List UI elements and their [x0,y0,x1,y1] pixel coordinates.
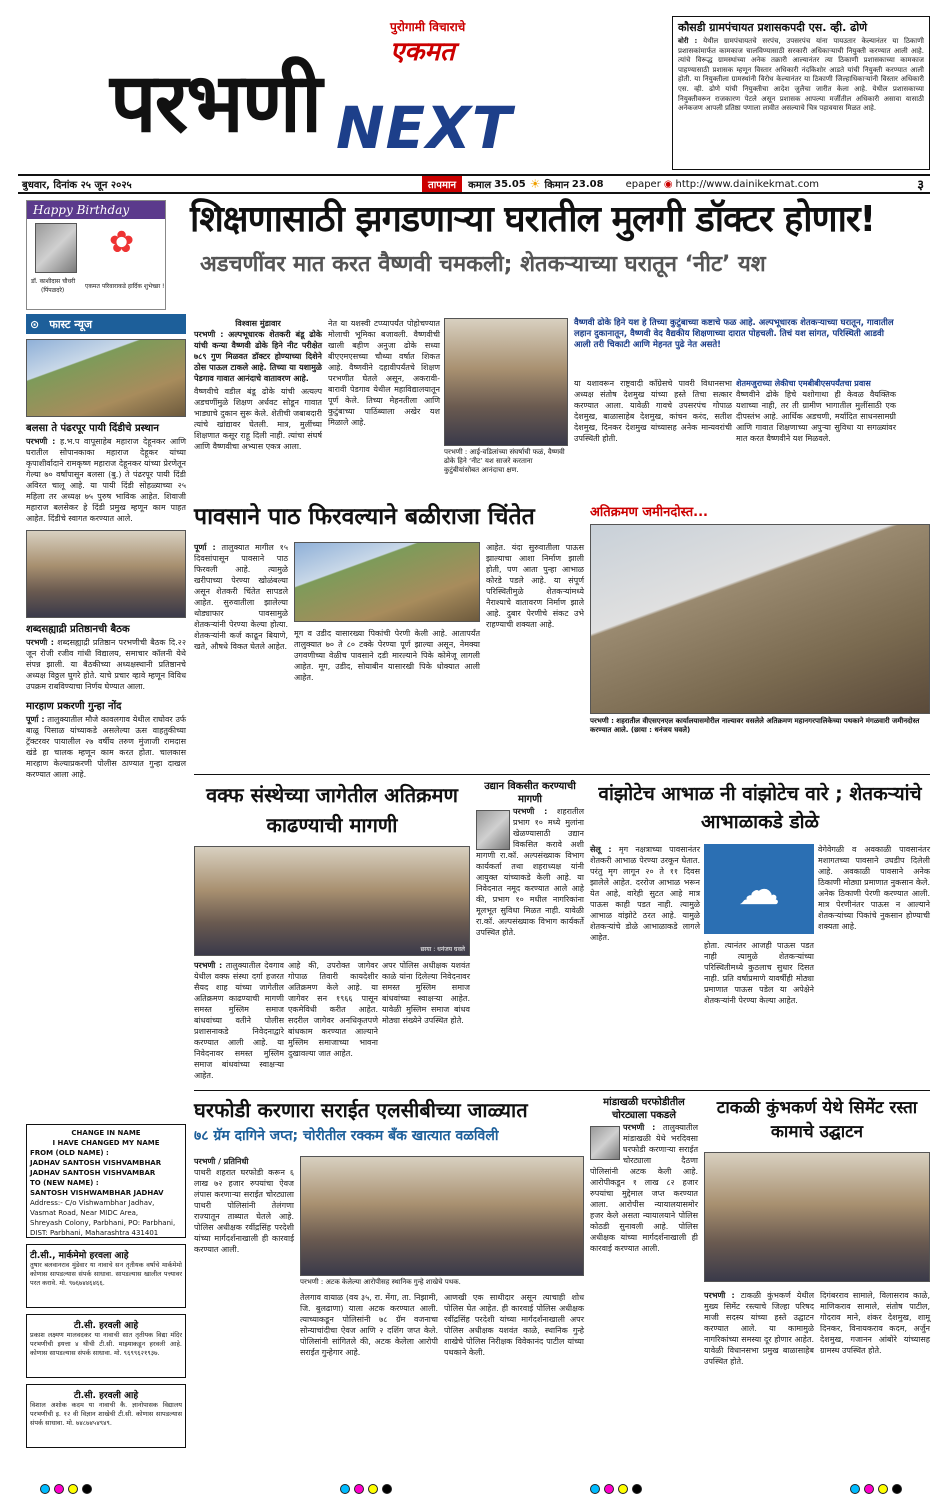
weather-col2: होता. त्यानंतर आजही पाऊस पडत नाही त्यामुळे शेतकऱ्यांच्या परिस्थितीमध्ये कुठलाच सुधार दिसत नाही. प्रति वर्षाप्रमाणे यावर्षीही मोठ्या प्रमाणात पाऊस पडेल या अपेक्षेने शेतकऱ्यांनी पेरण्या केल्या आहेत. [704,941,814,1005]
masthead-tagline: पुरोगामी विचाराचे [390,20,466,34]
burglar-subhead: ७८ ग्रॅम दागिने जप्त; चोरीतील रक्कम बँक खात्यात वळविली [194,1128,499,1144]
garden-photo [476,810,510,850]
dateline-bar [18,174,930,194]
monsoon-story [194,502,584,772]
cement-story [704,1096,930,1476]
top-story-headline: कौसडी ग्रामपंचायत प्रशासकपदी एस. व्ही. ढोणे [678,21,868,34]
page-number: ३ [917,178,924,193]
weather-dateline: सेलू : [590,845,612,854]
notice-line: Address:- C/o Vishwambhar Jadhav, [30,1199,155,1207]
epaper-label: epaper [625,178,661,190]
lead-headline: शिक्षणासाठी झगडणाऱ्या घरातील मुलगी डॉक्टर होणार! [190,199,876,240]
mandakhali-headline: मांडाखळी घरफोडीतील चोरट्याला पकडले [603,1097,685,1121]
waqf-story [194,780,470,1085]
birthday-name: डॉ. काशीदास चौधरी [31,278,76,285]
notice-line: Shreyash Colony, Parbhani, PO: Parbhani, [30,1219,176,1227]
fast-news-photo-2 [26,530,186,618]
lead-col2: नेत या यशस्वी टप्प्यापर्यंत पोहोचण्यात मोलाची भूमिका बजावली. वैष्णवीची खाली बहीण अनुजा ढोके सध्या बीएएमएसच्या चौथ्या वर्षात शिकत आहे. वैष्णवीने दहावीपर्यंतचे शिक्षण परभणीत घेतले असून, अकरावी-बारावी पेडगाव येथील महाविद्यालयातून पूर्ण केले. तिच्या मेहनतीला आणि कुटुंबाच्या पाठिंब्याला अखेर यश मिळाले आहे. [328,319,440,427]
fast-news-dateline: पूर्णा : [26,715,45,724]
notice-line: DIST: Parbhani, Maharashtra 431401 [30,1229,159,1237]
registration-marks [340,1484,392,1494]
masthead-city: परभणी [110,56,321,151]
fast-news-text: शब्दसह्याद्री प्रतिष्ठान परभणीची बैठक दि.२२ जून रोजी रजीव गांधी विद्यालय, समाचार कॉलनी येथे संपन्न झाली. या बैठकीच्या अध्यक्षस्थानी प्रतिष्ठानचे अध्यक्ष विठ्ठल घुगरे होते. याचे प्रचार व्हावे म्हणून विविध उपक्रम राबविण्याचा निर्णय घेण्यात आला. [26,638,186,691]
waqf-dateline: परभणी : [194,961,223,970]
edition-date: बुधवार, दिनांक २५ जून २०२५ [22,180,132,191]
birthday-wish: एकमत परिवाराकडे हार्दिक शुभेच्छा ! [85,283,165,290]
cement-col2: दिगंबरराव सामाले, विलासराव काळे, माणिकराव सामाले, संतोष पाटील, गोदराव माने, शंकर देशमुख, शामू दिनकर, विनायकराव कदम, अर्जुन देशमुख, गजानन आंबोरे यांच्यासह ग्रामस्थ उपस्थित होते. [820,1291,930,1355]
fast-news-text: तालुक्यातील मौजे कावलगाव येथील राघोवर उर्फ बाळू पिसाळ यांच्याकडे असलेल्या ऊस वाहतुकीच्या ट्रॅक्टरवर पायालील २७ वर्षीय तरुण मुंजाजी रामदास खंडे हा चालक म्हणून काम करत होता. चालकास मारहाण केल्याप्रकरणी पोलीस ठाण्यात गुन्हा दाखल करण्यात आला आहे. [26,715,187,779]
waqf-col1: तालुक्यातील देवगाव येथील वक्फ संस्था दर्गा हजरत सैयद शाह यांच्या जागेतील अतिक्रमण काढण्याची मागणी समस्त मुस्लिम समाज बांधवांच्या वतीने पोलीस प्रशासनाकडे निवेदनाद्वारे करण्यात आली आहे. या निवेदनावर समस्त मुस्लिम समाज बांधवांच्या स्वाक्षऱ्या आहेत. [194,961,285,1080]
lead-photo-caption: परभणी : आई-वडिलांच्या संघर्षाची फळं, वैष्णवी ढोके हिने ‘नीट’ यश साजरे करताना कुटुंबीयांसोबत आनंदाचा क्षण. [444,448,565,474]
lead-story [194,318,930,490]
name-change-notice [26,1124,186,1238]
fast-news-dateline: परभणी : [26,437,56,446]
burglar-photo-caption: परभणी : अटक केलेल्या आरोपीसह स्थानिक गुन्हे शाखेचे पथक. [300,1278,461,1286]
fast-news-icon: ⊙ [30,317,40,331]
notice-text: प्रकाश लक्ष्मण मालवदकर या नावाची सात तृतीयक विद्या मंदिर परभणीची इयत्ता ४ थीची टी.सी. माझ्याकडून हरवली आहे. कोणास सापडल्यास संपर्क साधावा. मो. ९६९९६२१९३७. [30,1331,182,1357]
min-label: किमान [544,180,569,191]
birthday-box [26,200,166,310]
lost-notice [26,1314,186,1378]
cement-photo [704,1152,930,1282]
encroachment-caption: परभणी : शहरातील वीएसएनएल कार्यालयासमोरील नाल्यावर वसलेले अतिक्रमण महानगरपालिकेच्या पथकाने मंगळवारी जमीनदोस्त करण्यात आले. (छाया : धनंजय घवले) [590,717,920,734]
encroachment-story [590,502,930,767]
burglar-col1: पाथरी शहरात घरफोडी करून ६ लाख ७२ हजार रुपयांचा ऐवज लंपास करणाऱ्या सराईत चोरट्याला पाथरी पोलिसांनी तेलंगणा राज्यातून ताब्यात घेतले आहे. पोलिस अधीक्षक रवींद्रसिंह परदेशी यांच्या मार्गदर्शनाखाली ही कारवाई करण्यात आली. [194,1168,294,1254]
encroachment-photo [590,524,930,714]
notice-title: टी.सी. हरवली आहे [73,1391,139,1401]
lost-notice [26,1384,186,1448]
notice-text: विशाल अशोक कदम या नावाची कै. ज्ञानोपासक विद्यालय परभणीची इ. १२ वी विज्ञान शाखेची टी.सी. कोणास सापडल्यास संपर्क साधावा. मो. ७४८७४५४९४९. [30,1401,182,1427]
burglar-dateline: परभणी / प्रतिनिधी [194,1157,249,1166]
burglar-story [194,1096,584,1476]
fast-news-headline: शब्दसह्याद्री प्रतिष्ठानची बैठक [26,624,130,635]
encroachment-label: अतिक्रमण जमीनदोस्त... [590,505,708,520]
registration-marks [850,1484,902,1494]
burglar-headline: घरफोडी करणारा सराईत एलसीबीच्या जाळ्यात [194,1098,528,1122]
top-story-text: येथील ग्रामपंचायतचे सरपंच, उपसरपंच यांना पायउतार केल्यानंतर या ठिकाणी प्रशासकांमार्फत कामकाज चालविण्यासाठी सरकारी अधिकाऱ्याची नियुक्ती करण्यात आली आहे. त्यांचे विरूद्ध ग्रामस्थांच्या अनेक तक्रारी आल्यानंतर त्या ठिकाणी प्रशासकाच्या कामकाज पाहण्यासाठी प्रशासक म्हणून विस्तार अधिकारी नंदकिशोर आडते यांची नियुक्ती करण्यात आली होती. या नियुक्तीला ग्रामस्थांनी विरोध केल्यानंतर या ठिकाणी जिल्हाधिकाऱ्यांनी विस्तार अधिकारी एस. व्ही. ढोणे यांची नियुक्तीचा आदेश जुलैचा जारीत केला आहे. येथील प्रशासकाच्या नियुक्तीवरून राजकारण पेटले असून प्रशासक आपल्या मर्जीतील अधिकारी असावा यासाठी अनेकजण आपली प्रतिष्ठा पणाला लावीत असल्याचे चित्र पहावयास मिळत आहे. [678,37,924,113]
notice-title: CHANGE IN NAME [71,1129,141,1137]
waqf-photo-credit: छाया : धनंजय घवले [420,946,465,953]
cement-headline: टाकळी कुंभकर्ण येथे सिमेंट रस्ता कामाचे उद्घाटन [716,1098,918,1142]
epaper-icon: ◉ [663,178,673,190]
flower-icon: ✿ [109,225,135,260]
monsoon-col2: मूग व उडीद यासारख्या पिकांची पेरणी केली आहे. आतापर्यंत तालुक्यात ७० ते ८० टक्के पेरण्या पूर्ण झाल्या असून, नेमक्या उगवणीच्या वेळीच पावसाने दडी मारल्याने पिके कोमेजू लागली आहेत. मूग, उडीद, सोयाबीन यासारखी पिके धोक्यात आली आहेत. [294,629,480,682]
monsoon-dateline: पूर्णा : [194,543,216,552]
fast-news-title: फास्ट न्यूज [49,317,92,331]
lead-col4-head: शेतमजुराच्या लेकीचा एमबीबीएसपर्यंतचा प्रवास [736,379,871,388]
mandakhali-dateline: परभणी : [623,1123,656,1132]
lead-col4: वैष्णवीने ढोके हिचे यशोगाथा ही केवळ वैयक्तिक यशाच्या नाही, तर ती ग्रामीण भागातील मुलींसाठी एक दीपस्तंभ आहे. आर्थिक अडचणी, मर्यादित साधनसामग्री आणि गावात शिक्षणाच्या अपुऱ्या सुविधा या सगळ्यांवर मात करत वैष्णवीने यश मिळवले. [736,390,896,443]
weather-label: तापमान [422,176,462,192]
fast-news-headline: मारहाण प्रकरणी गुन्हा नोंद [26,701,122,712]
notice-title: टी.सी., मार्कमेमो हरवला आहे [30,1251,129,1261]
masthead-brand: एकमत [390,37,455,67]
notices-column [26,1124,186,1474]
lost-notice [26,1244,186,1308]
lead-bold-intro: अल्पभूधारक शेतकरी बंडू ढोके यांची कन्या वैष्णवी ढोके हिने नीट परीक्षेत ७८९ गुण मिळवत डॉक्टर होण्याच्या दिशेने ठोस पाऊल टाकले आहे. तिच्या या यशामुळे पेडगाव गावात आनंदाचे वातावरण आहे. [194,330,323,383]
burglar-col3: आणखी एक साथीदार असून त्याचाही शोध पोलिस घेत आहेत. ही कारवाई पोलिस अधीक्षक रवींद्रसिंह परदेशी यांच्या मार्गदर्शनाखाली अपर पोलिस अधीक्षक यशवंत काळे, स्थानिक गुन्हे शाखेचे पोलिस निरीक्षक विवेकानंद पाटील यांच्या पथकाने केली. [444,1293,584,1357]
notice-title: टी.सी. हरवली आहे [73,1321,139,1331]
fast-news-text: ह.भ.प वापूसाहेब महाराज देहूनकर आणि घरातील सोपानकाका महाराज देहूकर यांच्या कृपाशीर्वादाने रामकृष्ण महाराज देहूनकर यांच्या प्रेरणेतून गेल्या ७० वर्षांपासून बलसा (बु.) ते पंढरपूर पायी दिंडी अविरत चालू आहे. या पायी दिंडी सोहळ्याच्या २५ महिला तर अध्यक्ष ७५ पुरुष भाविक आहेत. शिवाजी महाराज बलसेकर हे दिंडी प्रमुख म्हणून काम पाहत आहेत. दिंडीचे स्वागत करण्यात आले. [26,437,186,523]
section-divider [194,1090,930,1091]
fast-news-header [26,314,186,334]
min-temp: 23.08 [571,178,604,190]
fast-news-column [26,314,186,1119]
monsoon-col1: तालुक्यात मागील १५ दिवसांपासून पावसाने पाठ फिरवली आहे. त्यामुळे खरीपाच्या पेरण्या खोळंबल्या असून शेतकरी चिंतेत सापडले आहेत. सुरुवातीला झालेल्या थोड्याफार पावसामुळे शेतकऱ्यांनी पेरण्या केल्या होत्या. शेतकऱ्यांनी कर्ज काढून बियाणे, खते, औषधे विकत घेतले आहेत. [194,543,288,651]
weather-col1: मृग नक्षत्राच्या पावसानंतर शेतकरी आभाळ पेरण्या उरकून घेतात. परंतु मृग लागून २० ते ११ दिवस झालेले आहेत. दररोज आभाळ भरून येत आहे, वारेही सुटत आहे मात्र पाऊस काही पडत नाही. त्यामुळे आभाळ वांझोटे ठरत आहे. यामुळे शेतकऱ्यांचे डोळे आभाळाकडे लागले आहेत. [590,845,700,942]
fast-news-photo-1 [26,339,186,417]
mandakhali-text: तालुक्यातील मांडाखळी येथे भरदिवसा घरफोडी करणाऱ्या सराईत चोरट्याला दैठणा पोलिसांनी अटक केली आहे. आरोपीकडून १ लाख ८२ हजार रुपयांचा मुद्देमाल जप्त करण्यात आला. आरोपीस न्यायालयासमोर हजर केले असता न्यायालयाने पोलिस कोठडी सुनावली आहे. पोलिस अधीक्षक यांच्या मार्गदर्शनाखाली ही कारवाई करण्यात आली. [590,1123,698,1253]
waqf-photo [194,846,470,956]
top-story-dateline: बोरी : [678,37,698,45]
section-divider [194,774,930,775]
garden-text: शहरातील प्रभाग १० मध्ये मुलांना खेळण्यासाठी उद्यान विकसित करावे अशी मागणी रा.कॉ. अल्पसंख्याक विभाग कार्यकर्ता तथा शहराध्यक्ष यांनी आयुक्त यांच्याकडे केली आहे. या निवेदनात नमूद करण्यात आले आहे की, प्रभाग १० मधील नागरिकांना मूलभूत सुविधा मिळत नाही. यावेळी रा.कॉ. अल्पसंख्याक विभाग कार्यकर्ते उपस्थित होते. [476,807,585,937]
notice-line: TO (NEW NAME) : [30,1179,99,1187]
garden-headline: उद्यान विकसीत करण्याची मागणी [484,781,576,805]
lead-col1: वैष्णवीचे वडील बंडू ढोके यांची अत्यल्प अडचणींमुळे शिक्षण अर्धवट सोडून गावात भाड्याचे दुकान सुरू केले. शेतीची जबाबदारी त्यांचे खांद्यावर घेतली. मात्र, मुलींच्या शिक्षणात कसूर राहू दिली नाही. त्यांचा संघर्ष आणि वैष्णवीचा अभ्यास एकत्र आला. [194,387,322,451]
monsoon-col3: आहेत. यंदा सुरुवातीला पाऊस झाल्याचा आशा निर्माण झाली होती, पण आता पुन्हा आभाळ कोरडे पडले आहे. या संपूर्ण परिस्थितीमुळे शेतकऱ्यांमध्ये नैराश्याचे वातावरण निर्माण झाले आहे. दुबार पेरणीचे संकट उभे राहण्याची शक्यता आहे. [486,543,584,629]
weather-headline: वांझोटेच आभाळ नी वांझोटेच वारे ; शेतकऱ्यांचे आभाळाकडे डोळे [598,783,922,833]
lead-photo [444,318,568,446]
cement-dateline: परभणी : [704,1291,735,1300]
lead-dateline: परभणी : [194,330,224,339]
garden-story [476,780,584,1085]
rain-cloud-icon: ☁ [704,844,814,934]
masthead [18,12,668,167]
lead-subhead: अडचणींवर मात करत वैष्णवी चमकली; शेतकऱ्याच्या घरातून ‘नीट’ यश [200,252,766,277]
waqf-headline: वक्फ संस्थेच्या जागेतील अतिक्रमण काढण्याची मागणी [206,783,458,837]
weather-story [590,780,930,1085]
garden-dateline: परभणी : [513,807,548,816]
masthead-edition: NEXT [336,94,513,162]
registration-marks [40,1484,92,1494]
epaper-url[interactable]: http://www.dainikekmat.com [675,178,820,190]
notice-line: I HAVE CHANGED MY NAME [52,1139,160,1147]
mandakhali-story [590,1096,698,1476]
birthday-title: Happy Birthday [27,201,165,219]
cement-col1: टाकळी कुंभकर्ण येथील मुख्य सिमेंट रस्त्याचे जिल्हा परिषद माजी सदस्य यांच्या हस्ते उद्घाटन करण्यात आले. या कामामुळे नागरिकांच्या समस्या दूर होणार आहेत. यावेळी विधानसभा प्रमुख बाळासाहेब उपस्थित होते. [704,1291,814,1366]
top-story-box [672,16,930,170]
monsoon-photo [294,542,480,622]
max-label: कमाल [468,180,492,191]
burglar-col2: तेलगाव वायाळ (वय ३५, रा. मेंगा, ता. निझामी, जि. बुलढाणा) याला अटक करण्यात आली. त्याच्याकडून पोलिसांनी ७८ ग्रॅम वजनाचा सोन्याचांदीचा ऐवज आणि २ दशिंग जप्त केले. पोलिसांनी सांगितले की, अटक केलेला आरोपी सराईत गुन्हेगार आहे. [300,1293,438,1357]
mandakhali-photo [590,1126,620,1160]
fast-news-headline: बलसा ते पंढरपूर पायी दिंडीचे प्रस्थान [26,423,159,434]
notice-text: तुषार बलवानराव मुंडेवार या नावाचे सन तृतीयक वर्षाचे मार्कमेमो कोणास सापडल्यास संपर्क साधावा. सापडल्यास खालील पत्त्यावर परत करावे. मो. ९७६७४४६४६६. [30,1261,182,1287]
waqf-col2: आहे की, उपरोक्त जागेवर गोपाळ तिवारी कायदेशीर अतिक्रमण केले आहे. या जागेवर सन १९६६ पासून एकमेविधी करीत आहेत. सदरील जागेवर अनधिकृतपणे बांधकाम करण्यात आल्याने मुस्लिम समाजाच्या भावना दुखावल्या जात आहेत. [288,961,378,1058]
waqf-col3: अपर पोलिस अधीक्षक यशवंत काळे यांना दिलेल्या निवेदनावर समस्त मुस्लिम समाज बांधवांच्या स्वाक्षऱ्या आहेत. यावेळी मुस्लिम समाज बांधव मोठ्या संख्येने उपस्थित होते. [382,961,470,1025]
birthday-photo [35,223,77,273]
weather-col3: वेगेवेगळी व अवकाळी पावसानंतर मशागतच्या पावसाने उघडीप दिलेली आहे. अवकाळी पावसाने अनेक ठिकाणी मोठ्या प्रमाणात नुकसान केले. अनेक ठिकाणी पेरणी करण्यात आली. मात्र पेरणीनंतर पाऊस न आल्याने शेतकऱ्यांच्या पिकांचे नुकसान होण्याची शक्यता आहे. [818,845,930,931]
notice-line: SANTOSH VISHWAMBHAR JADHAV [30,1189,164,1197]
lead-byline: विश्वास मुंडावार [235,319,281,328]
monsoon-headline: पावसाने पाठ फिरवल्याने बळीराजा चिंतेत [194,504,535,530]
lead-col3-bold: वैष्णवी ढोके हिने यश हे तिच्या कुटुंबाच्या कष्टाचे फळ आहे. अल्पभूधारक शेतकऱ्याच्या घरातून, गावातील लहान दुकानातून, वैष्णवी वेद वैद्यकीय शिक्षणाच्या दारात पोहचली. तिचं यश सांगत, परिस्थिती आडवी आली तरी चिकाटी आणि मेहनत पुढे नेत असते! [574,318,894,350]
lead-col3: या यशावरून राष्ट्रवादी काँग्रेसचे पावरी विधानसभा अध्यक्ष संतोष देशमुख यांच्या हस्ते तिचा सत्कार करण्यात आला. यावेळी गावचे उपसरपंच गोपाळ देशमुख, बाळासाहेब देशमुख, कांचन करंद, सतीश देशमुख, दिनकर देशमुख यांच्यासह अनेक मान्यवरांची उपस्थिती होती. [574,379,732,443]
registration-marks [590,1484,642,1494]
burglar-photo [300,1156,584,1276]
max-temp: 35.05 [494,178,526,190]
notice-line: FROM (OLD NAME) : [30,1149,109,1157]
sun-icon: ☀ [529,177,541,191]
birthday-place: (पिंपळदरे) [41,287,65,294]
notice-line: JADHAV SANTOSH VISHVAMBHAR [30,1159,162,1167]
fast-news-dateline: परभणी : [26,638,54,647]
notice-line: Vasmat Road, Near MIDC Area, [30,1209,139,1217]
notice-line: JADHAV SANTOSH VISHVAMBAR [30,1169,156,1177]
